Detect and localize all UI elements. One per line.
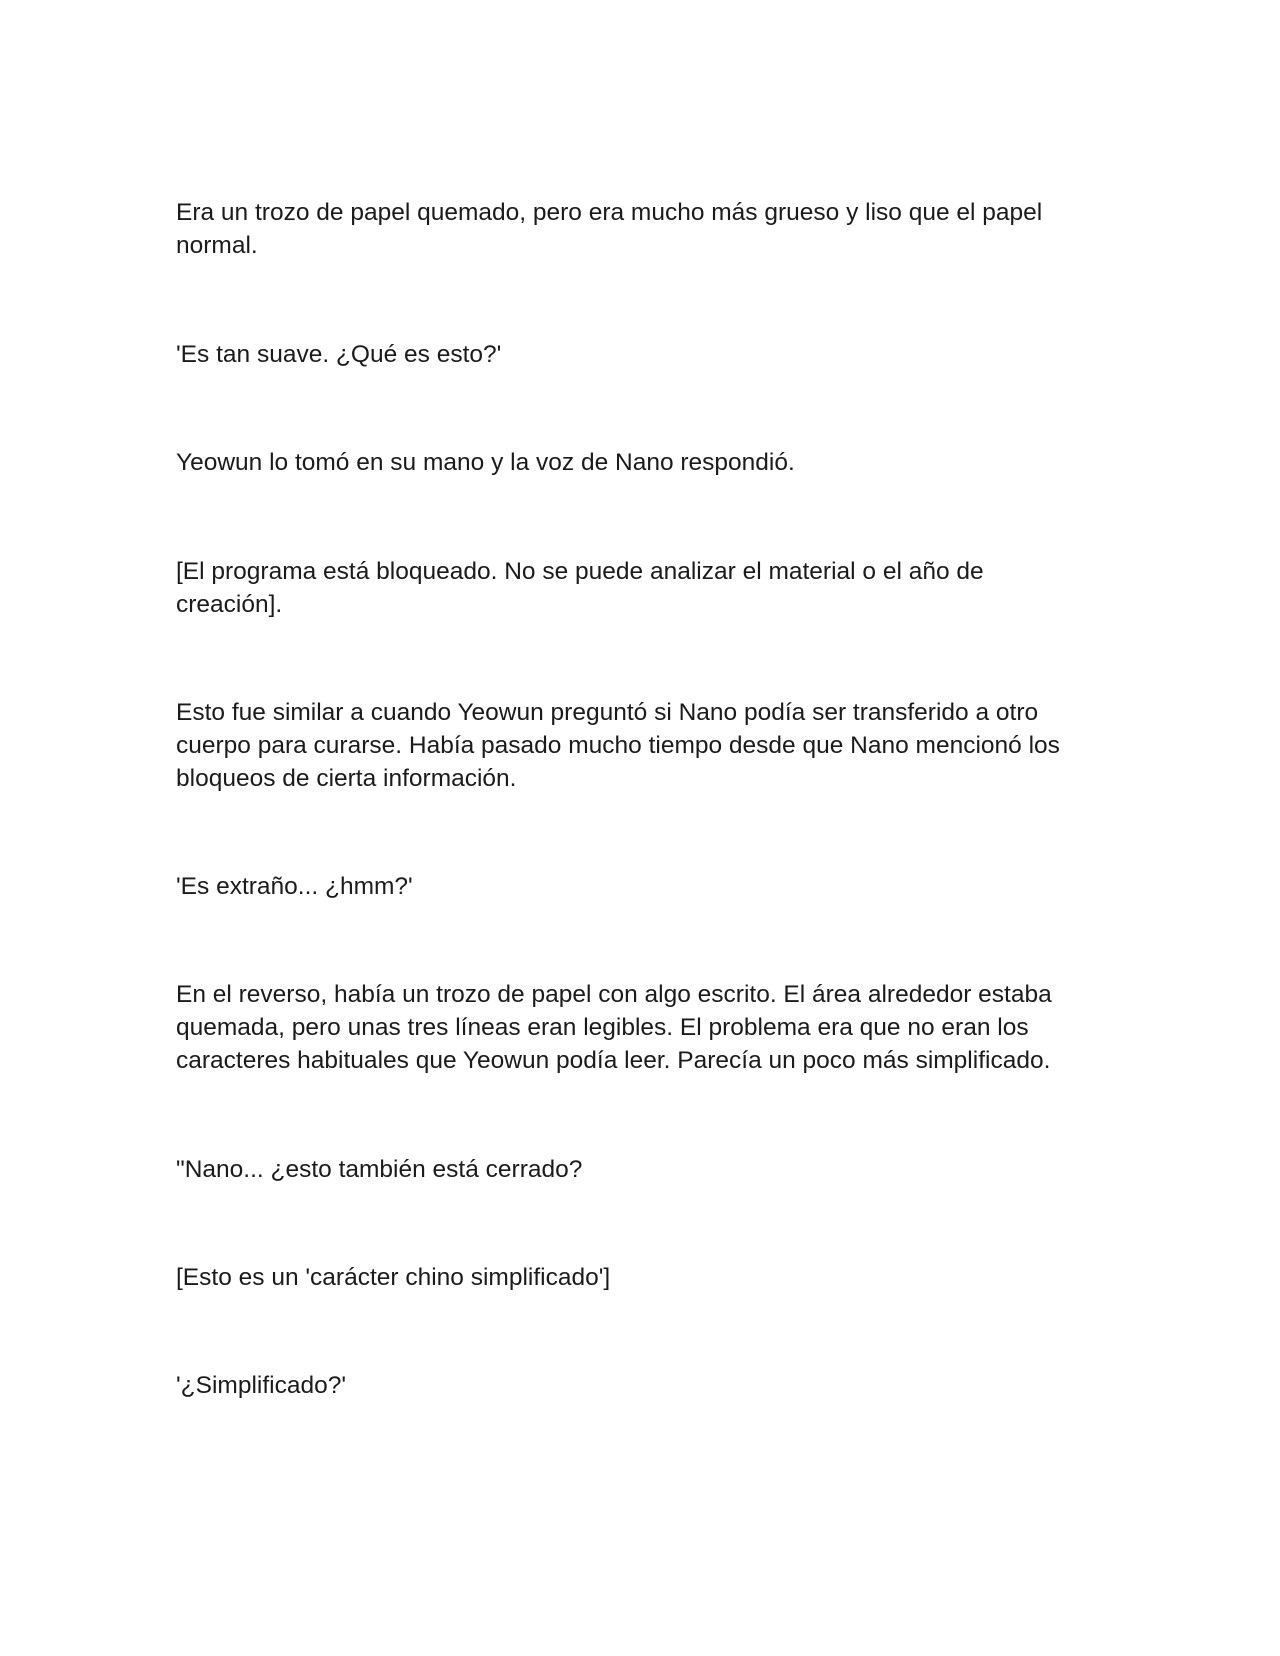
paragraph: Era un trozo de papel quemado, pero era mucho más grueso y liso que el papel normal. (176, 199, 1043, 259)
paragraph: [El programa está bloqueado. No se puede analizar el material o el año de creación]. (176, 558, 984, 618)
paragraph: '¿Simplificado?' (176, 1372, 347, 1399)
paragraph: Yeowun lo tomó en su mano y la voz de Nano respondió. (176, 449, 795, 476)
paragraph: 'Es tan suave. ¿Qué es esto?' (176, 341, 502, 368)
paragraph: [Esto es un 'carácter chino simplificado'] (176, 1264, 611, 1291)
paragraph: Esto fue similar a cuando Yeowun preguntó si Nano podía ser transferido a otro cuerpo para curarse. Había pasado mucho tiempo desde que Nano mencionó los bloqueos de cierta información. (176, 699, 1060, 792)
paragraph: En el reverso, había un trozo de papel con algo escrito. El área alrededor estaba quemada, pero unas tres líneas eran legibles. El problema era que no eran los caracteres habituales que Yeowun podía leer. Parecía un poco más simplificado. (176, 981, 1052, 1074)
paragraph: "Nano... ¿esto también está cerrado? (176, 1156, 583, 1183)
paragraph: 'Es extraño... ¿hmm?' (176, 873, 413, 900)
